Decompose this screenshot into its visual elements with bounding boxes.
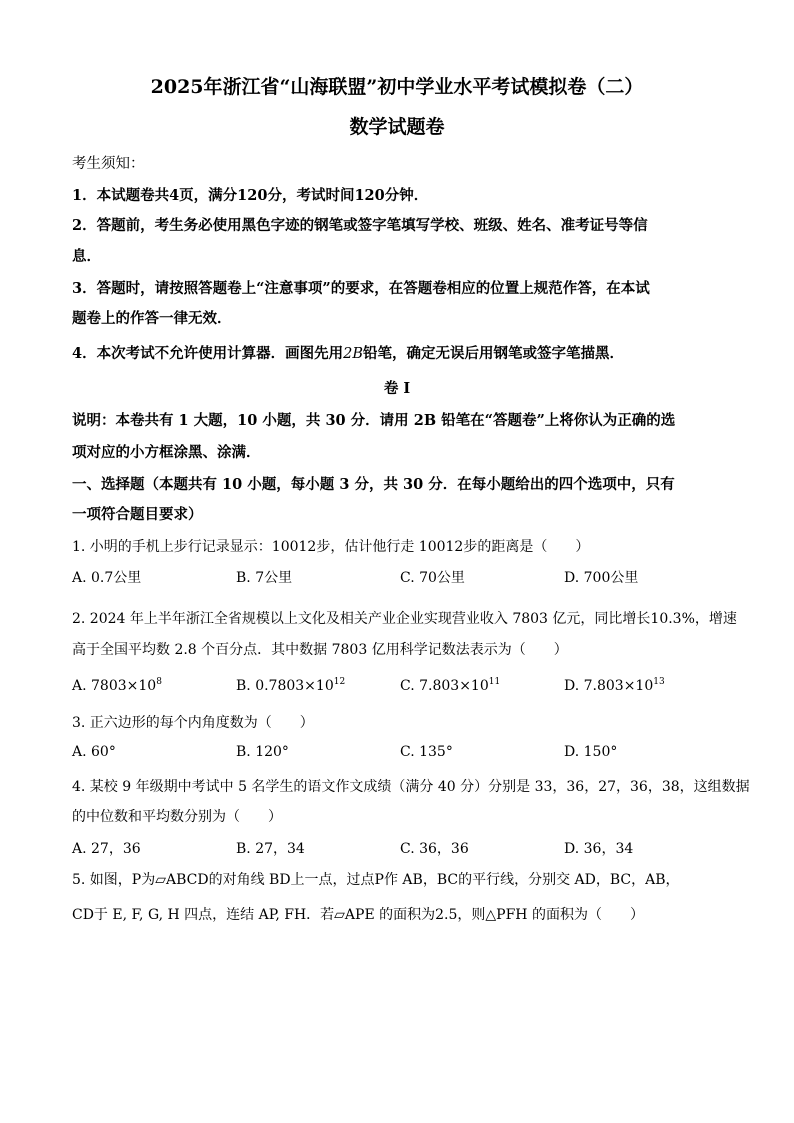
notice-item-4a: 4．本次考试不允许使用计算器．画图先用 bbox=[72, 345, 344, 362]
question-3-stem: 3. 正六边形的每个内角度数为（ ） bbox=[72, 715, 314, 731]
q3-option-a: A. 60° bbox=[72, 744, 116, 760]
section-heading-a: 一、选择题（本题共有 10 小题，每小题 3 分，共 30 分．在每小题给出的四个选项中，只有 bbox=[72, 476, 675, 493]
q2-option-c: C. $7.803\times 10^{11}$ bbox=[400, 677, 501, 694]
volume-desc-b: 项对应的小方框涂黑、涂满． bbox=[72, 444, 261, 461]
q1-option-a: A. 0.7公里 bbox=[72, 570, 142, 586]
exam-subtitle: 数学试题卷 bbox=[349, 116, 445, 138]
question-2-stem-a: 2. 2024 年上半年浙江全省规模以上文化及相关产业企业实现营业收入 7803 亿元，同比增长10.3%，增速 bbox=[72, 611, 737, 627]
notice-item-2b: 息． bbox=[72, 248, 101, 265]
q2-option-b: B. $0.7803\times 10^{12}$ bbox=[236, 677, 346, 694]
question-2-options bbox=[72, 677, 732, 694]
notice-item-1: 1．本试题卷共4页，满分120分，考试时间120分钟． bbox=[72, 187, 429, 204]
question-1-stem: 1. 小明的手机上步行记录显示：10012步，估计他行走 10012步的距离是（ ） bbox=[72, 539, 590, 555]
question-5-stem-a: 5. 如图，P为▱ABCD的对角线 BD上一点，过点P作 AB，BC的平行线，分别交 AD，BC，AB， bbox=[72, 872, 680, 888]
q1-option-b: B. 7公里 bbox=[236, 570, 293, 586]
volume-label: 卷 I bbox=[383, 380, 411, 397]
question-2-stem-b: 高于全国平均数 2.8 个百分点．其中数据 7803 亿用科学记数法表示为（ ） bbox=[72, 642, 568, 658]
notice-heading: 考生须知： bbox=[72, 156, 145, 172]
question-4-stem-b: 的中位数和平均数分别为（ ） bbox=[72, 809, 282, 825]
q4-option-b: B. 27，34 bbox=[236, 841, 305, 857]
q4-option-d: D. 36，34 bbox=[564, 841, 634, 857]
q3-option-b: B. 120° bbox=[236, 744, 289, 760]
question-1-options bbox=[72, 567, 732, 587]
question-4-options bbox=[72, 838, 732, 858]
exam-title: 2025年浙江省“山海联盟”初中学业水平考试模拟卷（二） bbox=[150, 76, 644, 98]
notice-item-2a: 2．答题前，考生务必使用黑色字迹的钢笔或签字笔填写学校、班级、姓名、准考证号等信 bbox=[72, 217, 648, 234]
notice-item-4 bbox=[72, 342, 726, 363]
notice-item-3b: 题卷上的作答一律无效． bbox=[72, 310, 232, 327]
question-4-stem-a: 4. 某校 9 年级期中考试中 5 名学生的语文作文成绩（满分 40 分）分别是 33，36，27，36，38，这组数据 bbox=[72, 779, 750, 795]
q4-option-c: C. 36，36 bbox=[400, 841, 469, 857]
notice-item-4b: 铅笔，确定无误后用钢笔或签字笔描黑． bbox=[362, 345, 624, 362]
q1-option-c: C. 70公里 bbox=[400, 570, 465, 586]
question-3-options bbox=[72, 744, 732, 760]
q4-option-a: A. 27，36 bbox=[72, 841, 141, 857]
question-5-stem-b: CD于 E, F, G, H 四点，连结 AP, FH．若▱APE 的面积为2.5，则△PFH 的面积为（ ） bbox=[72, 907, 644, 923]
q2-option-a: A. $7803\times 10^8$ bbox=[72, 677, 162, 694]
volume-desc-a: 说明：本卷共有 1 大题，10 小题，共 30 分．请用 2B 铅笔在“答题卷”上将你认为正确的选 bbox=[72, 412, 676, 429]
notice-item-3a: 3．答题时，请按照答题卷上“注意事项”的要求，在答题卷相应的位置上规范作答，在本试 bbox=[72, 280, 650, 297]
q3-option-c: C. 135° bbox=[400, 744, 453, 760]
pencil-grade: 2B bbox=[343, 346, 363, 362]
q2-option-d: D. $7.803\times 10^{13}$ bbox=[564, 677, 665, 694]
q1-option-d: D. 700公里 bbox=[564, 570, 639, 586]
q3-option-d: D. 150° bbox=[564, 744, 618, 760]
section-heading-b: 一项符合题目要求） bbox=[72, 506, 203, 523]
